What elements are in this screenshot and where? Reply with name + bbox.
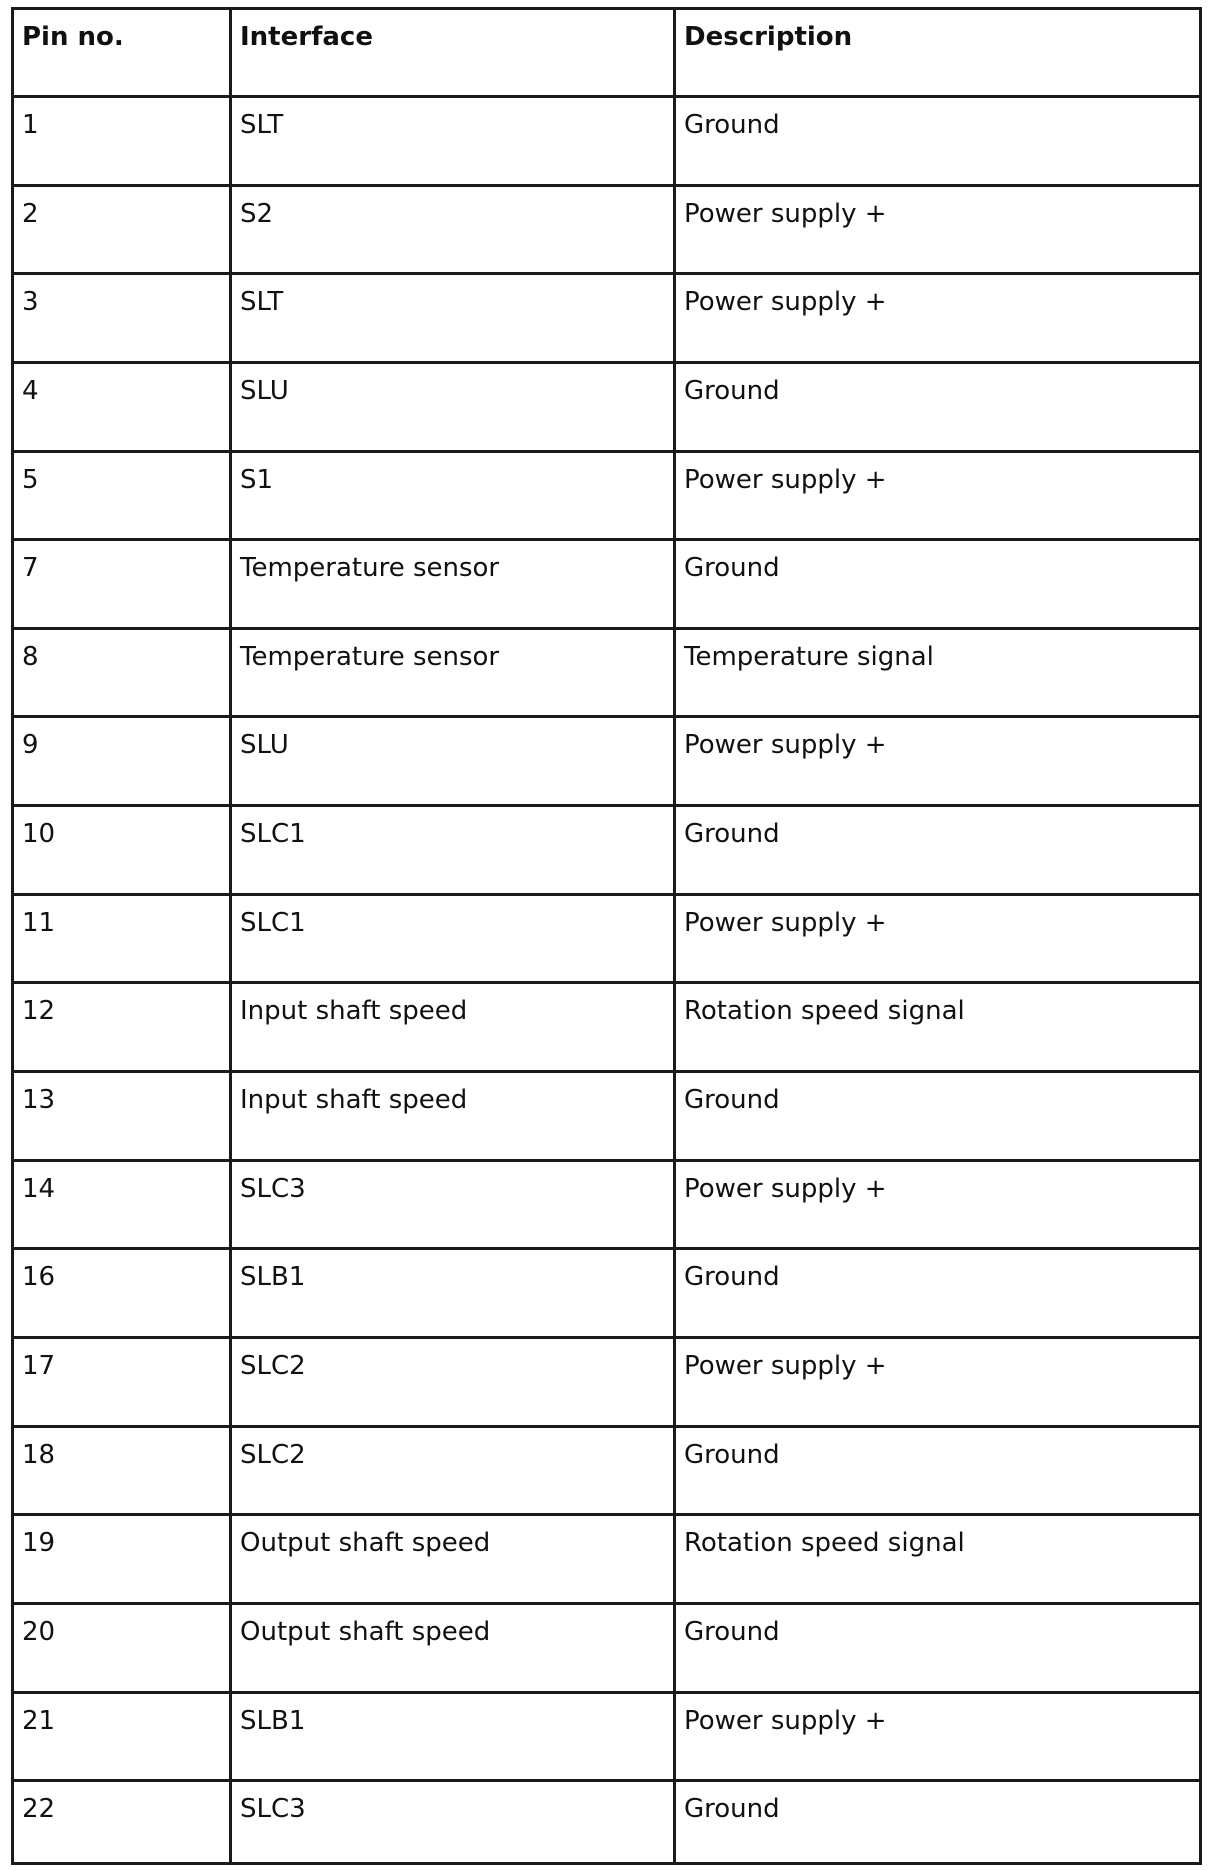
cell-description: Ground xyxy=(675,97,1201,186)
cell-interface: SLC2 xyxy=(231,1426,675,1515)
cell-interface: SLB1 xyxy=(231,1692,675,1781)
cell-interface: Temperature sensor xyxy=(231,540,675,629)
cell-pin-no: 22 xyxy=(13,1781,231,1864)
header-pin-no: Pin no. xyxy=(13,9,231,97)
cell-interface: SLT xyxy=(231,274,675,363)
cell-pin-no: 16 xyxy=(13,1249,231,1338)
cell-description: Power supply + xyxy=(675,1692,1201,1781)
cell-pin-no: 14 xyxy=(13,1160,231,1249)
cell-pin-no: 1 xyxy=(13,97,231,186)
table-row xyxy=(13,451,1201,540)
cell-interface: SLC3 xyxy=(231,1781,675,1864)
table-body xyxy=(13,97,1201,1864)
table-row xyxy=(13,362,1201,451)
cell-pin-no: 17 xyxy=(13,1337,231,1426)
cell-pin-no: 3 xyxy=(13,274,231,363)
table-row xyxy=(13,274,1201,363)
cell-interface: SLU xyxy=(231,362,675,451)
table-row xyxy=(13,1072,1201,1161)
cell-pin-no: 20 xyxy=(13,1603,231,1692)
cell-interface: SLU xyxy=(231,717,675,806)
cell-interface: Input shaft speed xyxy=(231,1072,675,1161)
cell-pin-no: 11 xyxy=(13,894,231,983)
cell-description: Ground xyxy=(675,540,1201,629)
table-row xyxy=(13,1515,1201,1604)
cell-pin-no: 9 xyxy=(13,717,231,806)
cell-interface: Temperature sensor xyxy=(231,628,675,717)
cell-pin-no: 12 xyxy=(13,983,231,1072)
cell-interface: SLC1 xyxy=(231,806,675,895)
cell-description: Rotation speed signal xyxy=(675,1515,1201,1604)
table-row xyxy=(13,806,1201,895)
cell-pin-no: 18 xyxy=(13,1426,231,1515)
table-row xyxy=(13,97,1201,186)
cell-interface: Output shaft speed xyxy=(231,1603,675,1692)
cell-interface: SLC3 xyxy=(231,1160,675,1249)
cell-pin-no: 13 xyxy=(13,1072,231,1161)
cell-pin-no: 10 xyxy=(13,806,231,895)
table-row xyxy=(13,1781,1201,1864)
cell-description: Power supply + xyxy=(675,717,1201,806)
cell-description: Ground xyxy=(675,1781,1201,1864)
cell-interface: S2 xyxy=(231,185,675,274)
table-row xyxy=(13,1603,1201,1692)
cell-description: Power supply + xyxy=(675,894,1201,983)
header-description: Description xyxy=(675,9,1201,97)
table-row xyxy=(13,628,1201,717)
cell-interface: SLC2 xyxy=(231,1337,675,1426)
cell-pin-no: 7 xyxy=(13,540,231,629)
table-row xyxy=(13,1337,1201,1426)
header-interface: Interface xyxy=(231,9,675,97)
cell-pin-no: 21 xyxy=(13,1692,231,1781)
cell-description: Ground xyxy=(675,362,1201,451)
cell-description: Ground xyxy=(675,1603,1201,1692)
cell-description: Rotation speed signal xyxy=(675,983,1201,1072)
cell-interface: Output shaft speed xyxy=(231,1515,675,1604)
table-header-row xyxy=(13,9,1201,97)
table-row xyxy=(13,894,1201,983)
cell-interface: SLC1 xyxy=(231,894,675,983)
cell-pin-no: 19 xyxy=(13,1515,231,1604)
pin-assignment-table xyxy=(11,7,1202,1865)
cell-pin-no: 5 xyxy=(13,451,231,540)
cell-pin-no: 4 xyxy=(13,362,231,451)
cell-interface: Input shaft speed xyxy=(231,983,675,1072)
cell-pin-no: 8 xyxy=(13,628,231,717)
cell-description: Power supply + xyxy=(675,274,1201,363)
cell-interface: S1 xyxy=(231,451,675,540)
table-row xyxy=(13,185,1201,274)
table-row xyxy=(13,1692,1201,1781)
cell-description: Ground xyxy=(675,806,1201,895)
cell-description: Ground xyxy=(675,1072,1201,1161)
table-row xyxy=(13,983,1201,1072)
cell-description: Temperature signal xyxy=(675,628,1201,717)
table-row xyxy=(13,1426,1201,1515)
cell-description: Power supply + xyxy=(675,1160,1201,1249)
cell-description: Ground xyxy=(675,1249,1201,1338)
cell-interface: SLB1 xyxy=(231,1249,675,1338)
table-row xyxy=(13,1249,1201,1338)
cell-interface: SLT xyxy=(231,97,675,186)
cell-description: Power supply + xyxy=(675,185,1201,274)
table-row xyxy=(13,717,1201,806)
cell-description: Power supply + xyxy=(675,451,1201,540)
cell-description: Power supply + xyxy=(675,1337,1201,1426)
table-row xyxy=(13,1160,1201,1249)
table-row xyxy=(13,540,1201,629)
cell-pin-no: 2 xyxy=(13,185,231,274)
cell-description: Ground xyxy=(675,1426,1201,1515)
